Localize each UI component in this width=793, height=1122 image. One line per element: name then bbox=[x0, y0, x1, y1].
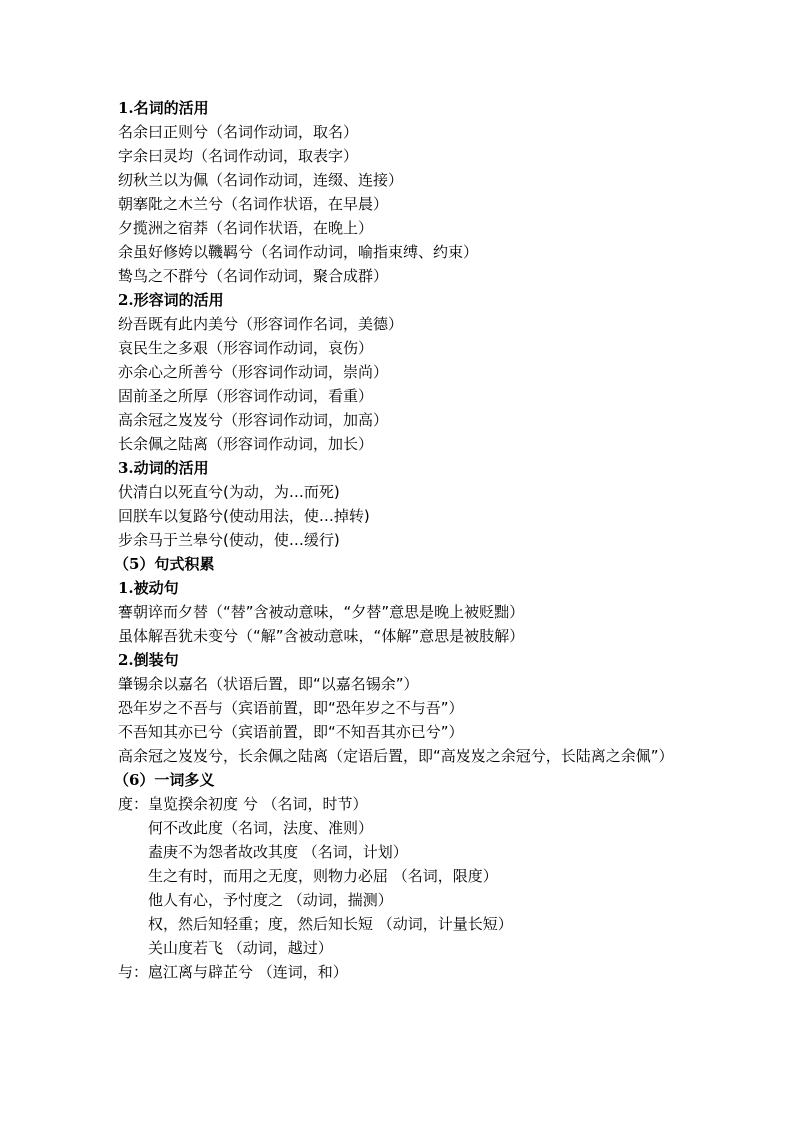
text-line-wrapped: 高余冠之岌岌兮，长余佩之陆离（定语后置，即“高岌岌之余冠兮，长陆离之余佩”） bbox=[118, 747, 674, 765]
indented-line: 生之有时，而用之无度，则物力必屈 （名词，限度） bbox=[148, 867, 498, 885]
text-line: 不吾知其亦已兮（宾语前置，即“不知吾其亦已兮”） bbox=[118, 723, 464, 741]
text-line: 度：皇览揆余初度 兮 （名词，时节） bbox=[118, 795, 368, 813]
heading-verb-usage: 3.动词的活用 bbox=[118, 459, 209, 477]
text-line: 与：扈江离与辟芷兮 （连词，和） bbox=[118, 963, 348, 981]
text-line: 名余曰正则兮（名词作动词，取名） bbox=[118, 123, 359, 141]
text-line: 朝搴阰之木兰兮（名词作状语，在早晨） bbox=[118, 195, 389, 213]
text-line: 肇锡余以嘉名（状语后置，即“以嘉名锡余”） bbox=[118, 675, 419, 693]
heading-passive: 1.被动句 bbox=[118, 579, 179, 597]
document-page bbox=[114, 96, 708, 984]
indented-line: 盍庚不为怨者故改其度 （名词，计划） bbox=[148, 843, 408, 861]
indented-line: 他人有心，予忖度之 （动词，揣测） bbox=[148, 891, 393, 909]
heading-inversion: 2.倒装句 bbox=[118, 651, 179, 669]
text-line: 恐年岁之不吾与（宾语前置，即“恐年岁之不与吾”） bbox=[118, 699, 464, 717]
text-line: 伏清白以死直兮(为动，为…而死) bbox=[118, 483, 340, 501]
text-line: 謇朝谇而夕替（“替”含被动意味，“夕替”意思是晚上被贬黜） bbox=[118, 603, 525, 621]
indented-line: 关山度若飞 （动词，越过） bbox=[148, 939, 333, 957]
text-line: 亦余心之所善兮（形容词作动词，崇尚） bbox=[118, 363, 389, 381]
section-sentence-patterns: （5）句式积累 bbox=[114, 555, 215, 573]
text-line: 余虽好修姱以鞿羁兮（名词作动词，喻指束缚、约束） bbox=[118, 243, 479, 261]
text-line: 步余马于兰皋兮(使动，使…缓行) bbox=[118, 531, 340, 549]
text-line: 虽体解吾犹未变兮（“解”含被动意味，“体解”意思是被肢解） bbox=[118, 627, 525, 645]
text-line: 高余冠之岌岌兮（形容词作动词，加高） bbox=[118, 411, 389, 429]
text-line: 字余曰灵均（名词作动词，取表字） bbox=[118, 147, 359, 165]
text-line: 夕揽洲之宿莽（名词作状语，在晚上） bbox=[118, 219, 374, 237]
indented-line: 何不改此度（名词，法度、准则） bbox=[148, 819, 374, 837]
heading-noun-usage: 1.名词的活用 bbox=[118, 99, 209, 117]
indented-line: 权，然后知轻重；度，然后知长短 （动词，计量长短） bbox=[148, 915, 513, 933]
text-line: 哀民生之多艰（形容词作动词，哀伤） bbox=[118, 339, 374, 357]
text-line: 固前圣之所厚（形容词作动词，看重） bbox=[118, 387, 374, 405]
text-line: 长余佩之陆离（形容词作动词，加长） bbox=[118, 435, 374, 453]
text-line: 回朕车以复路兮(使动用法，使…掉转) bbox=[118, 507, 370, 525]
text-line: 纷吾既有此内美兮（形容词作名词，美德） bbox=[118, 315, 404, 333]
text-line: 鸷鸟之不群兮（名词作动词，聚合成群） bbox=[118, 267, 389, 285]
heading-adjective-usage: 2.形容词的活用 bbox=[118, 291, 224, 309]
text-line: 纫秋兰以为佩（名词作动词，连缀、连接） bbox=[118, 171, 404, 189]
section-polysemy: （6）一词多义 bbox=[114, 771, 215, 789]
